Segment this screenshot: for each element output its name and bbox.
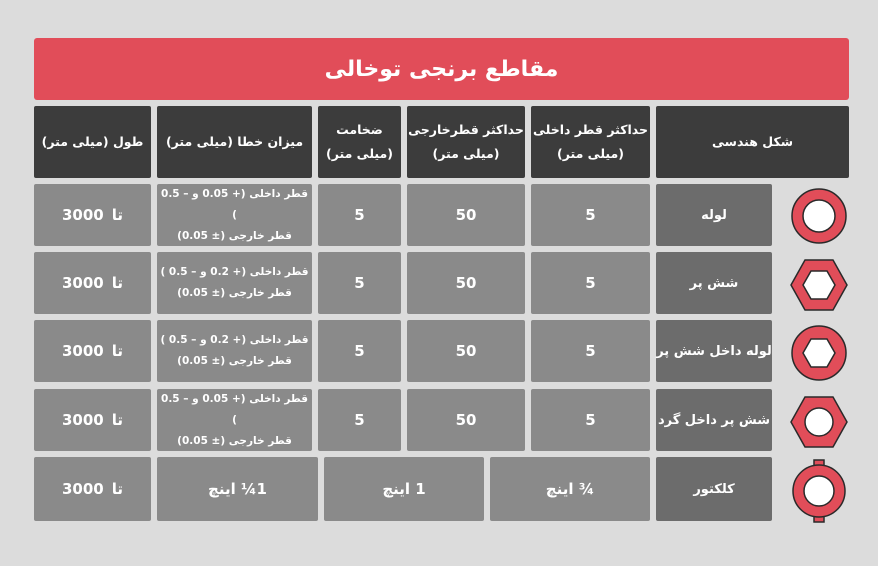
row-shape-name: شش پر — [656, 252, 772, 314]
length-prefix: تا — [111, 274, 124, 292]
length-value: 3000 — [62, 342, 104, 360]
length-prefix: تا — [111, 342, 124, 360]
length-value: 3000 — [62, 480, 104, 498]
tolerance-inner: قطر داخلی (+ 0.2 و – 0.5 ) — [160, 266, 309, 278]
header-tolerance: میزان خطا (میلی متر) — [157, 106, 312, 178]
row-max-outer: 50 — [407, 184, 525, 246]
tolerance-outer: قطر خارجی (± 0.05) — [177, 229, 292, 242]
row-max-outer: 50 — [407, 320, 525, 382]
header-max-inner-line2: (میلی متر) — [557, 146, 624, 161]
row-length — [34, 389, 151, 451]
length-value: 3000 — [62, 206, 104, 224]
collector-size-one-quarter: 1¼ اینچ — [157, 457, 318, 521]
row-max-inner: 5 — [531, 320, 650, 382]
row-shape-name: لوله — [656, 184, 772, 246]
row-thickness: 5 — [318, 184, 401, 246]
row-length — [34, 184, 151, 246]
tolerance-outer: قطر خارجی (± 0.05) — [177, 434, 292, 447]
tolerance-outer: قطر خارجی (± 0.05) — [177, 355, 292, 367]
hexagon-with-round-hole-icon — [789, 392, 849, 452]
header-max-outer-line1: حداکثر قطرخارجی — [408, 122, 524, 138]
header-shape: شکل هندسی — [656, 106, 849, 178]
row-tolerance — [157, 184, 312, 246]
collector-size-one: 1 اینچ — [324, 457, 484, 521]
row-max-outer: 50 — [407, 252, 525, 314]
header-max-outer-line2: (میلی متر) — [432, 146, 500, 161]
length-value: 3000 — [62, 411, 104, 429]
row-thickness: 5 — [318, 389, 401, 451]
row-shape-name: لوله داخل شش پر — [656, 320, 772, 382]
row-shape-name: شش پر داخل گرد — [656, 389, 772, 451]
header-thickness-line2: (میلی متر) — [326, 146, 393, 161]
row-max-inner: 5 — [531, 252, 650, 314]
row-length — [34, 252, 151, 314]
header-max-inner — [531, 106, 650, 178]
row-thickness: 5 — [318, 252, 401, 314]
tolerance-inner: قطر داخلی (+ 0.05 و – 0.5 ) — [161, 392, 308, 426]
row-thickness: 5 — [318, 320, 401, 382]
length-prefix: تا — [111, 480, 124, 498]
tolerance-inner: قطر داخلی (+ 0.05 و – 0.5 ) — [161, 187, 308, 221]
row-max-outer: 50 — [407, 389, 525, 451]
row-tolerance — [157, 252, 312, 314]
collector-size-three-quarter: ¾ اینچ — [490, 457, 650, 521]
length-prefix: تا — [111, 206, 124, 224]
page-title: مقاطع برنجی توخالی — [34, 38, 849, 100]
row-tolerance — [157, 389, 312, 451]
tolerance-outer: قطر خارجی (± 0.05) — [177, 287, 292, 299]
row-tolerance — [157, 320, 312, 382]
header-length: طول (میلی متر) — [34, 106, 151, 178]
collector-shape-name: کلکتور — [656, 457, 772, 521]
row-max-inner: 5 — [531, 184, 650, 246]
header-thickness — [318, 106, 401, 178]
header-thickness-line1: ضخامت — [336, 122, 383, 138]
tolerance-inner: قطر داخلی (+ 0.2 و – 0.5 ) — [160, 334, 309, 346]
length-value: 3000 — [62, 274, 104, 292]
length-prefix: تا — [111, 411, 124, 429]
circle-with-hexagon-hole-icon — [789, 323, 849, 383]
header-max-inner-line1: حداکثر قطر داخلی — [533, 122, 648, 138]
header-max-outer — [407, 106, 525, 178]
row-length — [34, 320, 151, 382]
hexagon-icon — [789, 255, 849, 315]
circle-ring-icon — [789, 186, 849, 246]
row-max-inner: 5 — [531, 389, 650, 451]
collector-icon — [789, 459, 849, 523]
collector-length — [34, 457, 151, 521]
